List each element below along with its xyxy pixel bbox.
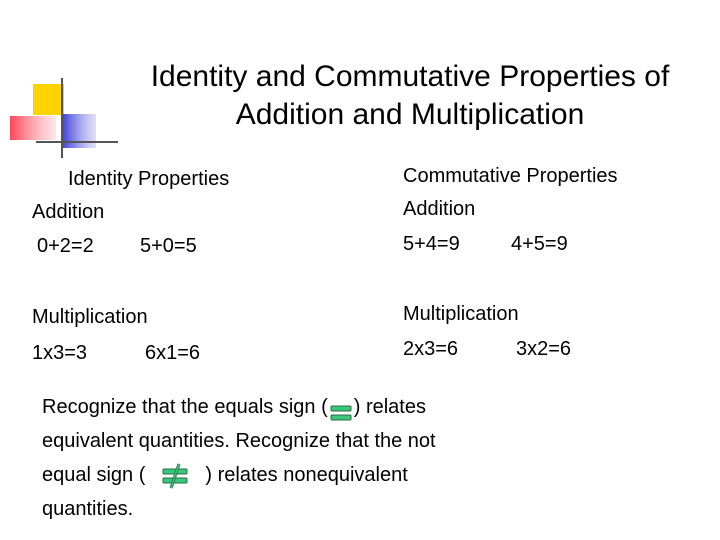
identity-addition-example-1: 0+2=2 [37, 235, 94, 257]
identity-addition-label: Addition [32, 201, 105, 223]
equals-sign-icon [330, 399, 352, 417]
paragraph-text: ) relates [353, 396, 426, 418]
paragraph-text: Recognize that the equals sign ( [42, 396, 328, 418]
identity-multiplication-label: Multiplication [32, 306, 148, 328]
slide-title [110, 58, 710, 134]
paragraph-text: ) relates nonequivalent [205, 464, 408, 486]
commutative-multiplication-label: Multiplication [403, 303, 519, 325]
not-equal-sign-icon [155, 463, 195, 489]
title-line-2: Addition and Multiplication [235, 98, 585, 131]
identity-multiplication-example-1: 1x3=3 [32, 342, 88, 364]
paragraph-line-2: equivalent quantities. Recognize that the not [42, 430, 436, 452]
commutative-multiplication-example-2: 3x2=6 [516, 338, 572, 360]
identity-addition-example-2: 5+0=5 [140, 235, 197, 257]
paragraph-line-3 [42, 458, 602, 492]
identity-heading: Identity Properties [68, 168, 230, 190]
identity-multiplication-example-2: 6x1=6 [145, 342, 201, 364]
symbols-paragraph [42, 390, 602, 526]
commutative-heading: Commutative Properties [403, 165, 618, 187]
paragraph-text: equal sign ( [42, 464, 146, 486]
commutative-multiplication-example-1: 2x3=6 [403, 338, 459, 360]
corner-decoration [0, 0, 120, 170]
commutative-addition-example-2: 4+5=9 [511, 233, 568, 255]
title-line-1: Identity and Commutative Properties of [150, 60, 670, 93]
red-bar [10, 116, 56, 140]
commutative-addition-label: Addition [403, 198, 476, 220]
yellow-square [33, 84, 64, 115]
paragraph-line-4: quantities. [42, 498, 134, 520]
commutative-addition-example-1: 5+4=9 [403, 233, 460, 255]
paragraph-line-1 [42, 390, 602, 424]
